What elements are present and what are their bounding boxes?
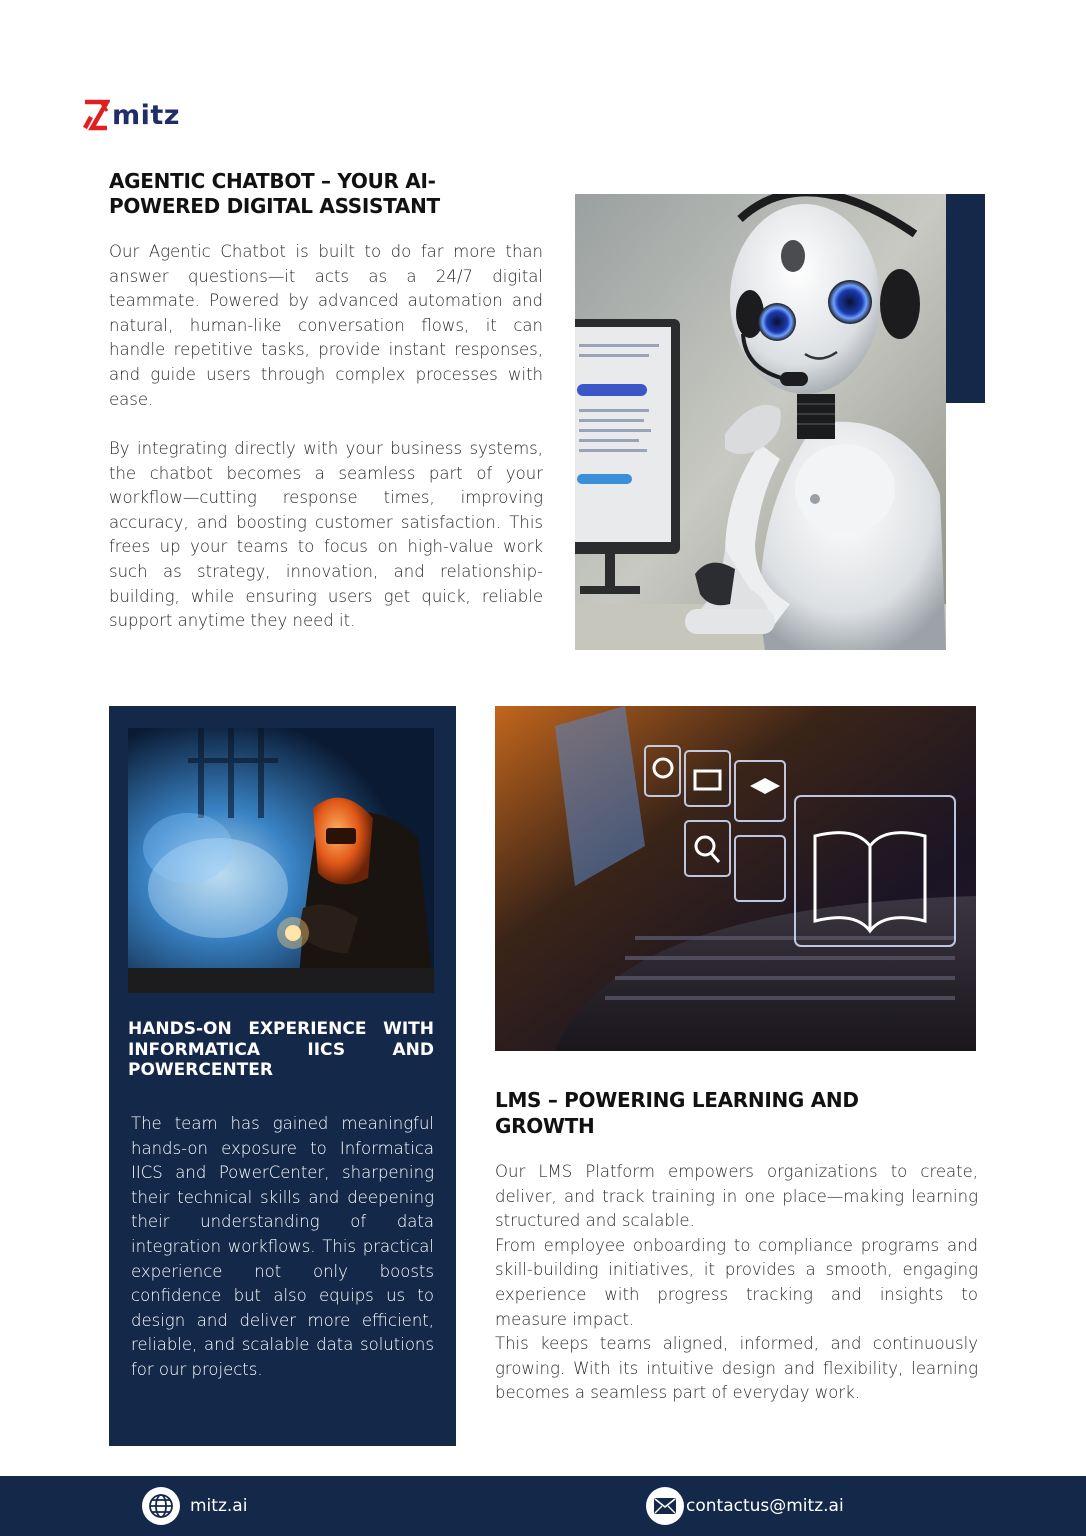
informatica-heading: HANDS-ON EXPERIENCE WITH INFORMATICA IICS AND POWERCENTER — [128, 1019, 434, 1080]
robot-photo — [575, 194, 946, 650]
chatbot-heading: AGENTIC CHATBOT – YOUR AI-POWERED DIGITAL ASSISTANT — [109, 169, 440, 218]
chatbot-paragraph-2: By integrating directly with your business systems, the chatbot becomes a seamless part of your workflow—cutting response times, improving accuracy, and boosting customer satisfaction. This frees up your teams to focus on high-value work such as strategy, innovation, and relationship-building, while ensuring users get quick, reliable support anytime they need it. — [109, 439, 543, 631]
footer-email[interactable] — [646, 1489, 844, 1523]
website-link[interactable]: mitz.ai — [190, 1496, 248, 1516]
lms-heading: LMS – POWERING LEARNING AND GROWTH — [495, 1088, 859, 1138]
footer-website[interactable] — [142, 1489, 247, 1523]
lms-laptop-photo — [495, 706, 976, 1051]
informatica-card — [109, 706, 456, 1446]
chatbot-paragraph-1: Our Agentic Chatbot is built to do far more than answer questions—it acts as a 24/7 digital teammate. Powered by advanced automation and natural, human-like conversation flows, it can handle repetitive tasks, provide instant responses, and guide users through complex processes with ease. — [109, 242, 543, 409]
robot-accent-block — [945, 194, 985, 403]
lms-paragraph-1: Our LMS Platform empowers organizations to create, deliver, and track training in one place—making learning structured and scalable. — [495, 1162, 978, 1231]
lms-paragraph-2: From employee onboarding to compliance programs and skill-building initiatives, it provides a smooth, engaging experience with progress tracking and insights to measure impact. — [495, 1235, 978, 1329]
brand-logo — [82, 98, 180, 132]
email-link[interactable]: contactus@mitz.ai — [686, 1496, 844, 1516]
footer-bar — [0, 1476, 1086, 1536]
welder-photo — [128, 728, 434, 993]
logo-mark-icon — [82, 99, 110, 131]
globe-icon — [142, 1487, 180, 1525]
informatica-paragraph: The team has gained meaningful hands-on exposure to Informatica IICS and PowerCenter, sharpening their technical skills and deepening their understanding of data integration workflows. This practical experience not only boosts confidence but also equips us to design and deliver more efficient, reliable, and scalable data solutions for our projects. — [131, 1114, 434, 1379]
envelope-icon — [646, 1487, 684, 1525]
logo-wordmark: mitz — [112, 99, 181, 131]
lms-paragraph-3: This keeps teams aligned, informed, and continuously growing. With its intuitive design and flexibility, learning becomes a seamless part of everyday work. — [495, 1334, 978, 1403]
lms-body — [495, 1160, 978, 1406]
